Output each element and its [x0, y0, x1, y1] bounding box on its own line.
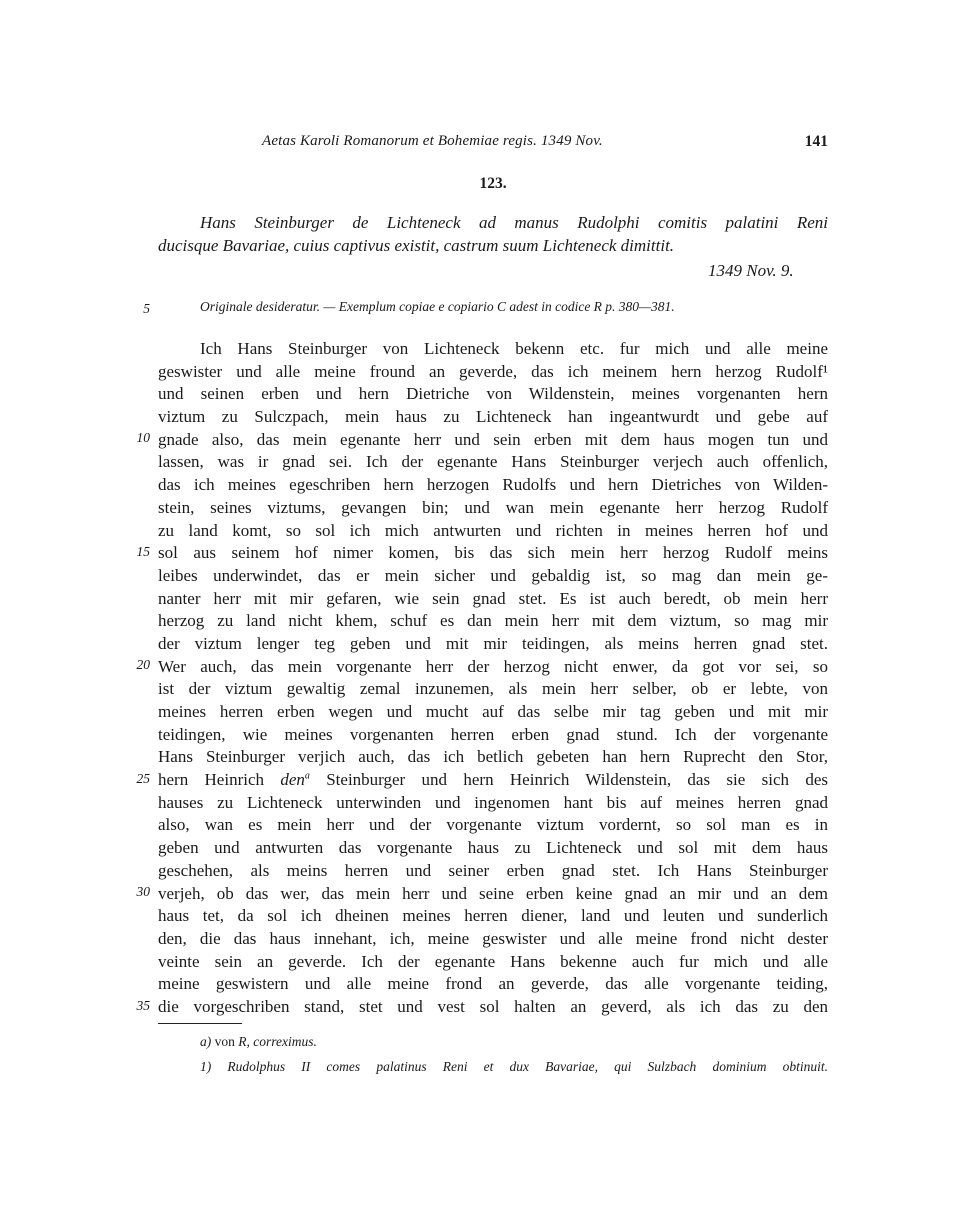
text-line: lassen, was ir gnad sei. Ich der egenante Hans Steinburger verjech auch offenlich, [158, 452, 828, 472]
line-number-35: 35 [136, 998, 150, 1013]
text-line: geswister und alle meine fround an geverde, das ich meinem hern herzog Rudolf¹ [158, 361, 828, 381]
footnote-rule [158, 1023, 242, 1024]
tradition-note: Originale desideratur. — Exemplum copiae e copiario C adest in codice R p. 380—381. [200, 299, 675, 314]
text-line: also, wan es mein herr und der vorgenante viztum vordernt, so sol man es in [158, 815, 828, 835]
text-line: den, die das haus innehant, ich, meine geswister und alle meine frond nicht dester [158, 928, 828, 948]
text-line: geben und antwurten das vorgenante haus zu Lichteneck und sol mit dem haus [158, 838, 828, 858]
text-line: Ich Hans Steinburger von Lichteneck bekenn etc. fur mich und alle meine [200, 339, 828, 358]
footnote-a: a) von R, correximus. [200, 1034, 317, 1049]
regest-line-2: ducisque Bavariae, cuius captivus existit, castrum suum Lichteneck dimittit. [158, 236, 675, 255]
line-number-20: 20 [136, 657, 150, 672]
text-line: gnade also, das mein egenante herr und sein erben mit dem haus mogen tun und [158, 429, 828, 449]
document-date: 1349 Nov. 9. [708, 261, 794, 280]
text-line: meines herren erben wegen und mucht auf das selbe mir tag geben und mit mir [158, 702, 828, 721]
text-segment: hern Heinrich den [158, 770, 305, 790]
text-line-with-note [158, 769, 828, 792]
italic-word: den [280, 770, 305, 790]
footnote-1: 1) Rudolphus II comes palatinus Reni et dux Bavariae, qui Sulzbach dominium obtinuit. [200, 1059, 828, 1074]
text-line: die vorgeschriben stand, stet und vest sol halten an geverd, als ich das zu den [158, 996, 828, 1016]
text-line: hauses zu Lichteneck unterwinden und ingenomen hant bis auf meines herren gnad [158, 792, 828, 812]
text-line: stein, seines viztums, gevangen bin; und wan mein egenante herr herzog Rudolf [158, 497, 828, 517]
line-number-5: 5 [143, 301, 150, 316]
document-number: 123. [479, 175, 507, 192]
text-line: leibes underwindet, das er mein sicher und gebaldig ist, so mag dan mein ge- [158, 565, 828, 585]
text-line: ist der viztum gewaltig zemal inzunemen, als mein herr selber, ob er lebte, von [158, 679, 828, 699]
regest-line-1: Hans Steinburger de Lichteneck ad manus Rudolphi comitis palatini Reni [200, 213, 828, 232]
text-line: Hans Steinburger verjich auch, das ich betlich gebeten han hern Ruprecht den Stor, [158, 747, 828, 767]
text-line: meine geswistern und alle meine frond an geverde, das alle vorgenante teiding, [158, 974, 828, 994]
text-line: sol aus seinem hof nimer komen, bis das sich mein herr herzog Rudolf meins [158, 543, 828, 563]
text-line: viztum zu Sulczpach, mein haus zu Lichteneck han ingeantwurdt und gebe auf [158, 407, 828, 427]
running-head [262, 133, 828, 153]
text-line: Wer auch, das mein vorgenante herr der herzog nicht enwer, da got vor sei, so [158, 656, 828, 676]
text-line: veinte sein an geverde. Ich der egenante Hans bekenne auch fur mich und alle [158, 951, 828, 971]
text-line: verjeh, ob das wer, das mein herr und seine erben keine gnad an mir und an dem [158, 883, 828, 903]
text-line: zu land komt, so sol ich mich antwurten und richten in meines herren hof und [158, 520, 828, 540]
line-number-15: 15 [136, 544, 150, 559]
text-line: haus tet, da sol ich dheinen meines herren diener, land und leuten und sunderlich [158, 906, 828, 926]
line-number-30: 30 [136, 884, 150, 899]
line-number-10: 10 [136, 430, 150, 445]
footnote-marker-a: a [304, 770, 310, 782]
line-number-25: 25 [136, 771, 150, 786]
text-line: teidingen, wie meines vorgenanten herren erben gnad stund. Ich der vorgenante [158, 724, 828, 744]
document-text [158, 338, 828, 1019]
running-title: Aetas Karoli Romanorum et Bohemiae regis. 1349 Nov. [262, 133, 603, 149]
text-line: herzog zu land nicht khem, schuf es dan mein herr mit dem viztum, so mag mir [158, 611, 828, 631]
text-line: das ich meines egeschriben hern herzogen Rudolfs und hern Dietriches von Wilden- [158, 475, 828, 495]
regest [158, 211, 828, 257]
text-line: geschehen, als meins herren und seiner erben gnad stet. Ich Hans Steinburger [158, 860, 828, 880]
text-segment: Steinburger und hern Heinrich Wildenstein, das sie sich des [309, 770, 829, 790]
page-number: 141 [804, 133, 828, 150]
text-line: der viztum lenger teg geben und mit mir teidingen, als meins herren gnad stet. [158, 633, 828, 653]
text-line: nanter herr mit mir gefaren, wie sein gnad stet. Es ist auch beredt, ob mein herr [158, 588, 828, 608]
text-line: und seinen erben und hern Dietriche von Wildenstein, meines vorgenanten hern [158, 384, 828, 404]
